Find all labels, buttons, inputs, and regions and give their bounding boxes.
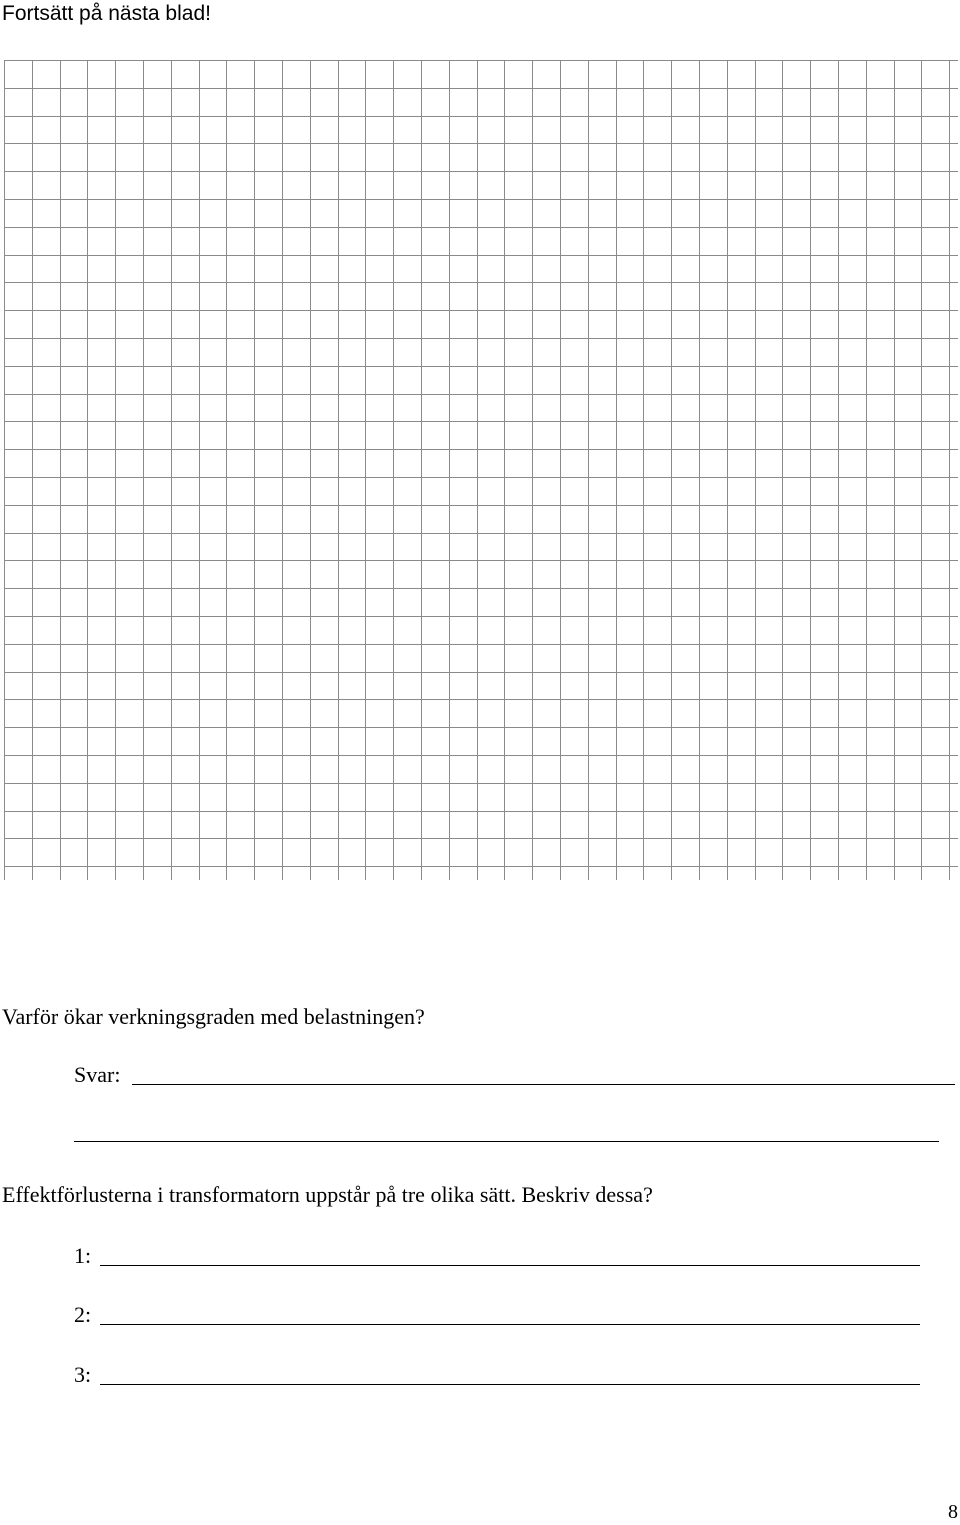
- loss-item-answer-line[interactable]: [100, 1265, 920, 1266]
- continue-note: Fortsätt på nästa blad!: [2, 2, 211, 25]
- question-losses: Effektförlusterna i transformatorn uppstår på tre olika sätt. Beskriv dessa?: [2, 1182, 653, 1207]
- answer-label: Svar:: [74, 1062, 121, 1087]
- loss-item-answer-line[interactable]: [100, 1324, 920, 1325]
- loss-item-label: 2:: [74, 1302, 92, 1327]
- grid-lines: [4, 60, 958, 880]
- question-efficiency: Varför ökar verkningsgraden med belastningen?: [2, 1004, 425, 1029]
- answer-line[interactable]: [132, 1084, 955, 1085]
- loss-item-label: 1:: [74, 1243, 92, 1268]
- answer-line[interactable]: [74, 1141, 939, 1142]
- graph-paper-grid: [4, 60, 958, 880]
- page-number: 8: [948, 1501, 958, 1523]
- loss-item-answer-line[interactable]: [100, 1384, 920, 1385]
- loss-item-label: 3:: [74, 1362, 92, 1387]
